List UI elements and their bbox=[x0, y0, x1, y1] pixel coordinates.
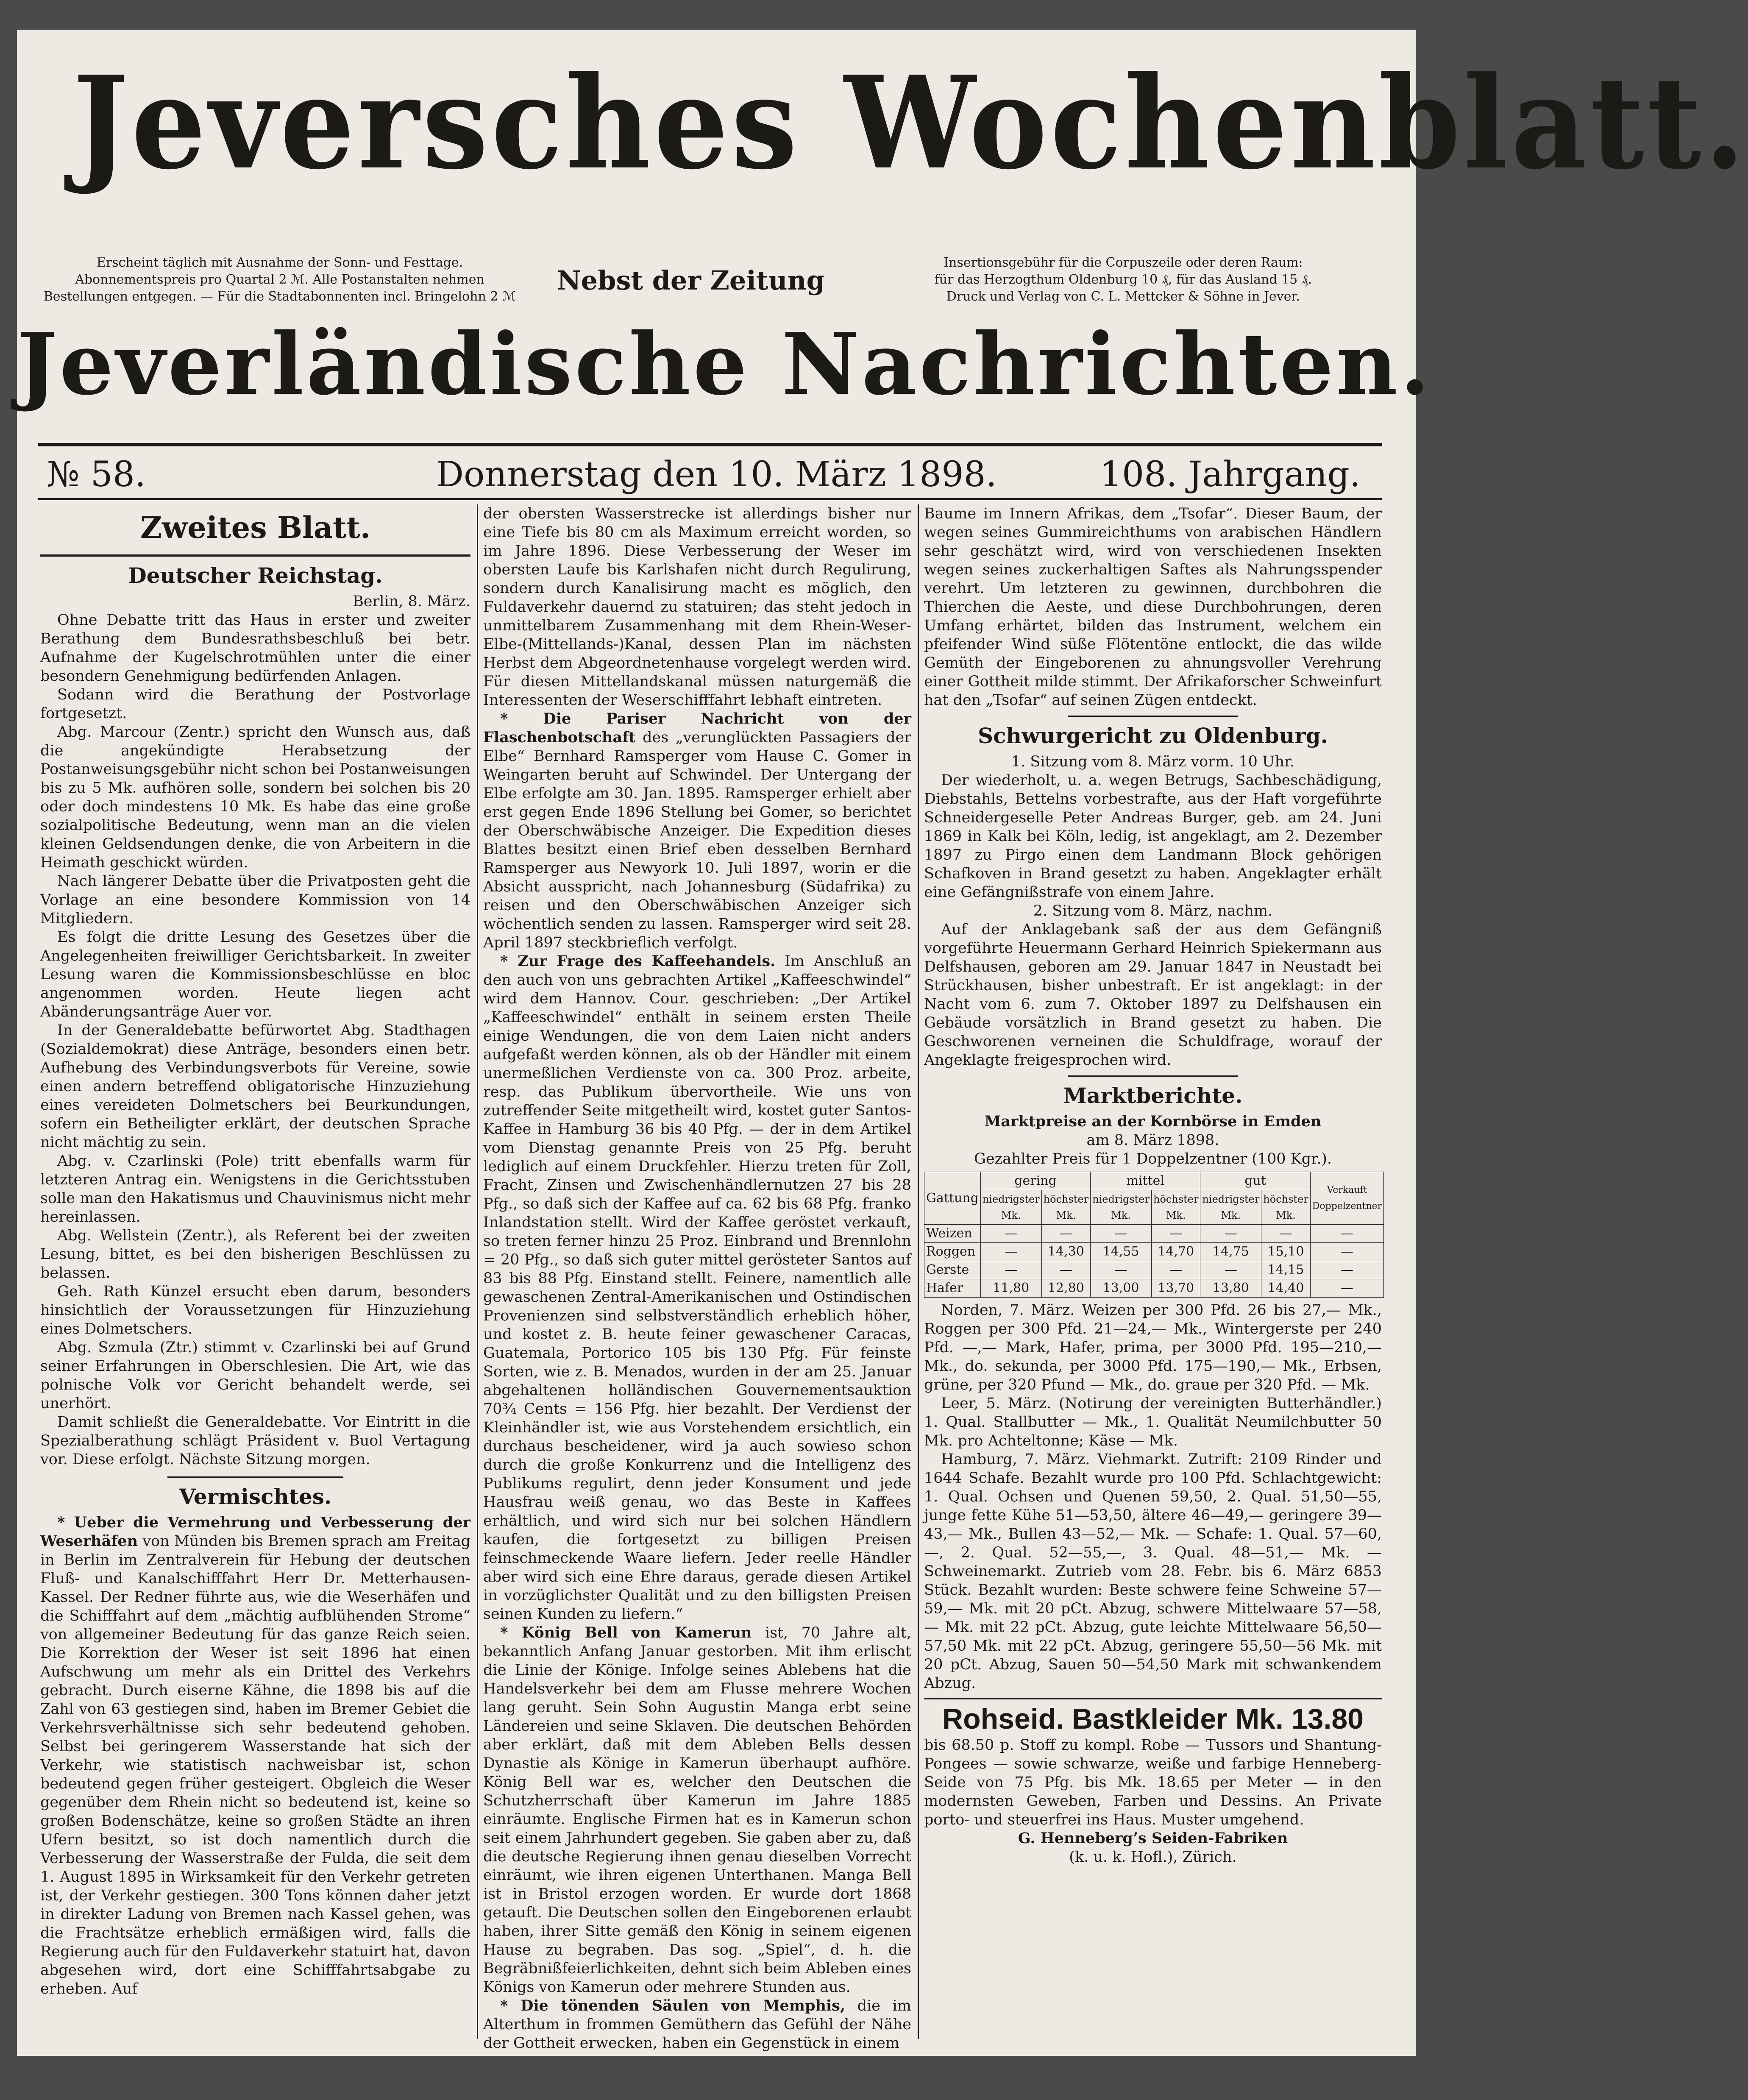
right-info-line: für das Herzogthum Oldenburg 10 ₰, für das Ausland 15 ₰. bbox=[934, 272, 1312, 287]
article-paragraph: Hamburg, 7. März. Viehmarkt. Zutrift: 2109 Rinder und 1644 Schafe. Bezahlt wurde pro 100 Pfd. Schlachtgewicht: 1. Qual. Ochsen und Quenen 59,50, 2. Qual. 51,50—55, junge fette Kühe 51—53,50, ältere 46—49,— geringere 39—43,— Mk., Bullen 43—52,— Mk. — Schafe: 1. Qual. 57—60,—, 2. Qual. 52—55,—, 3. Qual. 48—51,— Mk. — Schweinemarkt. Zutrieb vom 28. Febr. bis 6. März 6853 Stück. Bezahlt wurden: Beste schwere feine Schweine 57—59,— Mk. mit 20 pCt. Abzug, schwere Mittelwaare 57—58,— Mk. mit 22 pCt. Abzug, gute leichte Mittelwaare 56,50—57,50 Mk. mit 22 pCt. Abzug, geringere 55,50—56 Mk. mit 20 pCt. Abzug, Sauen 50—54,50 Mark mit schwankendem Abzug. bbox=[924, 1451, 1382, 1692]
table-cell: 15,10 bbox=[1261, 1243, 1310, 1261]
article-paragraph: Abg. Marcour (Zentr.) spricht den Wunsch aus, daß die angekündigte Herabsetzung der Postanweisungsgebühr nicht schon bei Postanweisungen bis zu 5 Mk. aufhören solle, sondern bei solchen bis 20 oder doch mindestens 10 Mk. Es habe das eine große sozialpolitische Bedeutung, wenn man an die vielen kleinen Geldsendungen denke, die von Arbeitern in die Heimath geschickt würden. bbox=[40, 724, 470, 871]
market-date: am 8. März 1898. bbox=[1086, 1132, 1219, 1149]
article-body: ist, 70 Jahre alt, bekanntlich Anfang Januar gestorben. Mit ihm erlischt die Linie der Könige. Infolge seines Ablebens hat die Handelsverkehr bei dem am Flusse mehrere Wochen lang geruht. Sein Sohn Augustin Manga erbt seine Ländereien und seine Sklaven. Die deutschen Behörden aber erklärt, daß mit dem Ableben Bells dessen Dynastie als Könige in Kamerun überhaupt aufhöre. König Bell war es, welcher den Deutschen die Schutzherrschaft über Kamerun im Jahre 1885 einräumte. Englische Firmen hat es in Kamerun schon seit einem Jahrhundert gegeben. Sie gaben aber zu, daß die deutsche Regierung ihnen genau dieselben Vorrecht einräumt, wie ihren eigenen Unterthanen. Manga Bell ist in Bristol erzogen worden. Er wurde dort 1868 getauft. Die Deutschen sollen den Eingeborenen erlaubt haben, ihrer Sitte gemäß den König in seinem eigenen Hause zu begraben. Das sog. „Spiel“, d. h. die Begräbnißfeierlichkeiten, dehnt sich beim Ableben eines Königs von Kamerun oder mehrere Stunden aus. bbox=[483, 1624, 911, 1996]
datebar-rule bbox=[38, 498, 1382, 500]
left-info-line: Erscheint täglich mit Ausnahme der Sonn- und Festtage. bbox=[96, 255, 463, 270]
table-cell: — bbox=[1200, 1225, 1261, 1243]
article-paragraph: Sodann wird die Berathung der Postvorlage fortgesetzt. bbox=[40, 686, 470, 722]
article-paragraph: Nach längerer Debatte über die Privatposten geht die Vorlage an eine besondere Kommission von 14 Mitgliedern. bbox=[40, 873, 470, 927]
article-paragraph: Damit schließt die Generaldebatte. Vor Eintritt in die Spezialberathung schlägt Präsident v. Buol Vertagung vor. Diese erfolgt. Nächste Sitzung morgen. bbox=[40, 1414, 470, 1468]
table-header-row bbox=[924, 1172, 1384, 1190]
masthead-rule bbox=[38, 443, 1382, 446]
article-lead: * Die tönenden Säulen von Memphis, bbox=[500, 1997, 846, 2014]
table-cell: 14,75 bbox=[1200, 1243, 1261, 1261]
table-cell: — bbox=[1310, 1225, 1383, 1243]
article-body: die im Alterthum in frommen Gemüthern das Gefühl der Nähe der Gottheit erwecken, haben ein Gegenstück in einem bbox=[483, 1997, 911, 2052]
table-subheader: niedrigster Mk. bbox=[1091, 1190, 1152, 1225]
column-2 bbox=[483, 504, 911, 2052]
table-cell: — bbox=[980, 1261, 1041, 1279]
masthead-left-info bbox=[42, 254, 517, 305]
table-cell: — bbox=[1091, 1261, 1152, 1279]
advertisement bbox=[924, 1698, 1382, 1866]
article-paragraph: Baume im Innern Afrikas, dem „Tsofar“. Dieser Baum, der wegen seines Gummireichthums von arabischen Händlern sehr geschätzt wird, wird von verschiedenen Insekten wegen seines zuckerhaltigen Saftes als Nahrungsspender verehrt. Um letzteren zu gewinnen, durchbohren die Thierchen die Aeste, und diese Durchbohrungen, deren Umfang erhärtet, bilden das Instrument, welchem ein pfeifender Wind süße Flötentöne entlockt, die das wilde Gemüth der Eingeborenen zu ahnungsvoller Verehrung einer Gottheit milde stimmt. Der Afrikaforscher Schweinfurt hat den „Tsofar“ auf seinen Zügen entdeckt. bbox=[924, 505, 1382, 709]
article-lead: * Zur Frage des Kaffeehandels. bbox=[500, 953, 776, 970]
article-lead: * Die Pariser Nachricht von der Flaschenbotschaft bbox=[483, 710, 911, 746]
article-paragraph bbox=[483, 952, 911, 1624]
article-body: von Münden bis Bremen sprach am Freitag in Berlin im Zentralverein für Hebung der deutschen Fluß- und Kanalschifffahrt Herr Dr. Metterhausen-Kassel. Der Redner führte aus, wie die Weserhäfen und die Schifffahrt auf dem „mächtig aufblühenden Strome“ von allgemeiner Bedeutung für das ganze Reich seien. Die Korrektion der Weser ist seit 1896 hat einen Aufschwung um mehr als ein Drittel des Verkehrs gebracht. Durch eiserne Kähne, die 1898 bis auf die Zahl von 63 gestiegen sind, haben im Bremer Gebiet die Verkehrsverhältnisse sich sehr bedeutend gehoben. Selbst bei geringerem Wasserstande hat sich der Verkehr, wie statistisch nachweisbar ist, schon bedeutend gegen früher gesteigert. Obgleich die Weser gegenüber dem Rhein nicht so bedeutend ist, keine so großen Bodenschätze, keine so großen Städte an ihren Ufern besitzt, so ist doch namentlich durch die Verbesserung der Wasserstraße der Fulda, die seit dem 1. August 1895 in Wirksamkeit für den Verkehr getreten ist, der Verkehr gestiegen. 300 Tons können daher jetzt in direkter Ladung von Bremen nach Kassel gehen, was die Frachtsätze erheblich ermäßigen wird, falls die Regierung auch für den Fuldaverkehr statuirt hat, davon abgesehen wird, dort eine Schifffahrtsabgabe zu erheben. Auf bbox=[40, 1533, 470, 1997]
ad-signature: G. Henneberg’s Seiden-Fabriken bbox=[1018, 1830, 1288, 1847]
table-cell: Roggen bbox=[924, 1243, 981, 1261]
short-rule bbox=[167, 1476, 343, 1478]
table-header: Verkauft Doppelzentner bbox=[1310, 1172, 1383, 1225]
table-header: gut bbox=[1200, 1172, 1310, 1190]
article-paragraph: Auf der Anklagebank saß der aus dem Gefängniß vorgeführte Heuermann Gerhard Heinrich Spiekermann aus Delfshausen, geboren am 29. Januar 1847 in Neustadt bei Strückhausen, bisher unbestraft. Er ist angeklagt: in der Nacht vom 6. zum 7. Oktober 1897 zu Delfshausen ein Gebäude vorsätzlich in Brand gesetzt zu haben. Die Geschworenen verneinen die Schuldfrage, worauf der Angeklagte freigesprochen wird. bbox=[924, 921, 1382, 1069]
table-cell: 13,80 bbox=[1200, 1279, 1261, 1298]
schwurgericht-heading: Schwurgericht zu Oldenburg. bbox=[978, 723, 1328, 748]
table-header: Gattung bbox=[924, 1172, 981, 1225]
article-lead: * Ueber die Vermehrung und Verbesserung der Weserhäfen bbox=[40, 1514, 470, 1550]
table-row bbox=[924, 1225, 1384, 1243]
article-paragraph: Abg. Szmula (Ztr.) stimmt v. Czarlinski bei auf Grund seiner Erfahrungen in Oberschlesien. Die Art, wie das polnische Volk vor Gericht behandelt werde, sei unerhört. bbox=[40, 1339, 470, 1412]
table-cell: 14,30 bbox=[1041, 1243, 1090, 1261]
table-cell: — bbox=[1200, 1261, 1261, 1279]
table-subheader: niedrigster Mk. bbox=[980, 1190, 1041, 1225]
marktberichte-heading: Marktberichte. bbox=[1063, 1083, 1243, 1108]
article-paragraph: der obersten Wasserstrecke ist allerdings bisher nur eine Tiefe bis 80 cm als Maximum erreicht worden, so im Jahre 1896. Diese Verbesserung der Weser im obersten Laufe bis Karlshafen nicht durch Regulirung, sondern durch Kanalisirung macht es möglich, den Fuldaverkehr dauernd zu statuiren; das steht jedoch in unmittelbarem Zusammenhang mit dem Rhein-Weser-Elbe-(Mittellands-)Kanal, dessen Plan im nächsten Herbst dem Abgeordnetenhause vorgelegt werden wird. Für diesen Mittellandskanal müssen naturgemäß die Interessenten der Weserschifffahrt lebhaft eintreten. bbox=[483, 505, 911, 709]
table-subheader: höchster Mk. bbox=[1261, 1190, 1310, 1225]
table-row bbox=[924, 1261, 1384, 1279]
ad-text: bis 68.50 p. Stoff zu kompl. Robe — Tussors und Shantung-Pongees — sowie schwarze, weiße und farbige Henneberg-Seide von 75 Pfg. bis Mk. 18.65 per Meter — in den modernsten Geweben, Farben und Dessins. An Private porto- und steuerfrei ins Haus. Muster umgehend. bbox=[924, 1737, 1382, 1828]
session-line: 2. Sitzung vom 8. März, nachm. bbox=[1033, 902, 1273, 919]
article-body: des „verunglückten Passagiers der Elbe“ Bernhard Ramsperger vom Hause C. Gomer in Weingarten beruht auf Schwindel. Der Untergang der Elbe erfolgte am 30. Jan. 1895. Ramsperger erhielt aber erst gegen Ende 1896 Stellung bei Gomer, so berichtet der Oberschwäbische Anzeiger. Die Expedition dieses Blattes besitzt einen Brief eben desselben Bernhard Ramsperger aus Newyork 10. Juli 1897, worin er die Absicht ausspricht, nach Johannesburg (Südafrika) zu reisen und den Oberschwäbischen Anzeiger sich wöchentlich senden zu lassen. Ramsperger wird seit 28. April 1897 steckbrieflich verfolgt. bbox=[483, 729, 911, 951]
table-cell: 11,80 bbox=[980, 1279, 1041, 1298]
dateline: Berlin, 8. März. bbox=[353, 593, 470, 610]
table-row bbox=[924, 1243, 1384, 1261]
market-price-table bbox=[924, 1172, 1384, 1298]
column-3 bbox=[924, 504, 1382, 2039]
article-paragraph: Norden, 7. März. Weizen per 300 Pfd. 26 bis 27,— Mk., Roggen per 300 Pfd. 21—24,— Mk., Wintergerste per 240 Pfd. —,— Mark, Hafer, prima, per 3000 Pfd. 195—210,— Mk., do. sekunda, per 3000 Pfd. 175—190,— Mk., Erbsen, grüne, per 320 Pfund — Mk., do. graue per 320 Pfd. — Mk. bbox=[924, 1302, 1382, 1393]
session-line: 1. Sitzung vom 8. März vorm. 10 Uhr. bbox=[1011, 753, 1295, 770]
market-subheading: Marktpreise an der Kornbörse in Emden bbox=[984, 1113, 1322, 1130]
article-paragraph bbox=[483, 1997, 911, 2053]
table-cell: — bbox=[1310, 1279, 1383, 1298]
article-paragraph bbox=[483, 710, 911, 952]
table-cell: — bbox=[1310, 1261, 1383, 1279]
table-cell: Hafer bbox=[924, 1279, 981, 1298]
column-divider bbox=[918, 504, 919, 2039]
table-cell: 13,00 bbox=[1091, 1279, 1152, 1298]
market-note: Gezahlter Preis für 1 Doppelzentner (100 Kgr.). bbox=[974, 1150, 1332, 1167]
left-info-line: Abonnementspreis pro Quartal 2 ℳ. Alle Postanstalten nehmen bbox=[75, 272, 484, 287]
vermischtes-heading: Vermischtes. bbox=[179, 1484, 332, 1509]
article-paragraph: Geh. Rath Künzel ersucht eben darum, besonders hinsichtlich der Voraussetzungen für Hinzuziehung eines Dolmetschers. bbox=[40, 1283, 470, 1337]
table-cell: 14,70 bbox=[1151, 1243, 1200, 1261]
article-paragraph: Es folgt die dritte Lesung des Gesetzes über die Angelegenheiten freiwilliger Gerichtsbarkeit. In zweiter Lesung waren die Kommissionsbeschlüsse en bloc angenommen worden. Heute liegen acht Abänderungsanträge Auer vor. bbox=[40, 929, 470, 1020]
article-lead: * König Bell von Kamerun bbox=[500, 1624, 752, 1641]
zweites-blatt-heading: Zweites Blatt. bbox=[140, 510, 371, 545]
volume-number: 108. Jahrgang. bbox=[1099, 454, 1361, 495]
table-cell: — bbox=[1261, 1225, 1310, 1243]
table-cell: 14,15 bbox=[1261, 1261, 1310, 1279]
article-paragraph: Abg. v. Czarlinski (Pole) tritt ebenfalls warm für letzteren Antrag ein. Wenigstens in die Gerichtsstuben solle man den Hakatismus und Chauvinismus nicht mehr hereinlassen. bbox=[40, 1153, 470, 1225]
masthead-right-info bbox=[860, 254, 1386, 305]
ad-title: Rohseid. Bastkleider Mk. 13.80 bbox=[942, 1703, 1364, 1735]
article-paragraph: Leer, 5. März. (Notirung der vereinigten Butterhändler.) 1. Qual. Stallbutter — Mk., 1. Qualität Neumilchbutter 50 Mk. pro Achteltonne; Käse — Mk. bbox=[924, 1395, 1382, 1449]
article-body: Im Anschluß an den auch von uns gebrachten Artikel „Kaffeeschwindel“ wird dem Hannov. Cour. geschrieben: „Der Artikel „Kaffeeschwindel“ enthält in seinem ersten Theile einige Wendungen, die von dem Laien nicht anders aufgefaßt werden können, als ob der Händler mit einem unermeßlichen Verdienste von ca. 300 Proz. arbeite, resp. das Publikum übervortheile. Wie uns von zutreffender Seite mitgetheilt wird, kostet guter Santos-Kaffee in Hamburg 36 bis 40 Pfg. — der in dem Artikel vom Dienstag genannte Preis von 25 Pfg. beruht lediglich auf einem Druckfehler. Hierzu treten für Zoll, Fracht, Zinsen und Zwischenhändlernutzen 27 bis 28 Pfg., so daß sich der Kaffee auf ca. 62 bis 68 Pfg. franko Inlandstation stellt. Wird der Kaffee geröstet verkauft, so treten ferner hinzu 25 Proz. Einbrand und Brennlohn = 20 Pfg., so daß sich guter mittel gerösteter Santos auf 83 bis 88 Pfg. Einstand stellt. Feinere, namentlich alle gewaschenen Zentral-Amerikanischen und Ostindischen Provenienzen sind selbstverständlich erheblich höher, und kostet z. B. heute feiner gewaschener Caracas, Guatemala, Portorico 105 bis 130 Pfg. Für feinste Sorten, wie z. B. Menados, wurden in der am 25. Januar abgehaltenen holländischen Gouvernementsauktion 70¾ Cents = 156 Pfg. hier bezahlt. Der Verdienst der Kleinhändler ist, wie aus Vorstehendem ersichtlich, ein durchaus bescheidener, wird ja auch sowieso schon durch die große Konkurrenz und die Intelligenz des Publikums regulirt, denn jeder Konsument und jede Hausfrau weiß genau, wo das Beste in Kaffees erhältlich, und wird sich nur bei solchen Händlern kaufen, die fortgesetzt zu billigen Preisen feinschmeckende Waare liefern. Jeder reelle Händler aber wird sich eine Ehre daraus, gerade diesen Artikel in vorzüglichster Qualität und zu den billigsten Preisen seinen Kunden zu liefern.“ bbox=[483, 953, 911, 1623]
table-row bbox=[924, 1279, 1384, 1298]
column-1 bbox=[40, 504, 470, 2039]
short-rule bbox=[1068, 716, 1238, 717]
left-info-line: Bestellungen entgegen. — Für die Stadtabonnenten incl. Bringelohn 2 ℳ bbox=[43, 289, 516, 304]
right-info-line: Druck und Verlag von C. L. Mettcker & Söhne in Jever. bbox=[946, 289, 1300, 304]
table-header: mittel bbox=[1091, 1172, 1200, 1190]
table-cell: 14,55 bbox=[1091, 1243, 1152, 1261]
table-cell: 12,80 bbox=[1041, 1279, 1090, 1298]
masthead-center-info: Nebst der Zeitung bbox=[557, 265, 825, 296]
ad-signature: (k. u. k. Hofl.), Zürich. bbox=[1069, 1849, 1237, 1866]
table-subheader: höchster Mk. bbox=[1151, 1190, 1200, 1225]
article-paragraph: In der Generaldebatte befürwortet Abg. Stadthagen (Sozialdemokrat) diese Anträge, besonders einen betr. Aufhebung des Verbindungsverbots für Vereine, sowie einen andern betreffend obligatorische Hinzuziehung eines vereideten Dolmetschers bei Beurkundungen, sofern ein Betheiligter erklärt, der deutschen Sprache nicht mächtig zu sein. bbox=[40, 1022, 470, 1151]
masthead-subtitle: Jeverländische Nachrichten. bbox=[17, 315, 1432, 414]
right-info-line: Insertionsgebühr für die Corpuszeile oder deren Raum: bbox=[944, 255, 1303, 270]
table-cell: 13,70 bbox=[1151, 1279, 1200, 1298]
table-subheader: niedrigster Mk. bbox=[1200, 1190, 1261, 1225]
issue-number: № 58. bbox=[47, 454, 146, 495]
table-cell: Gerste bbox=[924, 1261, 981, 1279]
section-rule bbox=[40, 554, 470, 557]
column-divider bbox=[477, 504, 478, 2039]
table-cell: Weizen bbox=[924, 1225, 981, 1243]
table-cell: — bbox=[1151, 1261, 1200, 1279]
table-cell: — bbox=[1151, 1225, 1200, 1243]
table-cell: 14,40 bbox=[1261, 1279, 1310, 1298]
masthead-title: Jeversches Wochenblatt. bbox=[73, 48, 1748, 198]
short-rule bbox=[1068, 1075, 1238, 1077]
table-cell: — bbox=[980, 1243, 1041, 1261]
article-paragraph: Der wiederholt, u. a. wegen Betrugs, Sachbeschädigung, Diebstahls, Bettelns vorbestrafte, aus der Haft vorgeführte Schneidergeselle Peter Andreas Burger, geb. am 24. Juni 1869 in Kalk bei Köln, ledig, ist angeklagt, am 2. Dezember 1897 zu Pirgo einen dem Landmann Block gehörigen Schafkoven in Brand gesetzt zu haben. Angeklagter erhält eine Gefängnißstrafe von einem Jahre. bbox=[924, 772, 1382, 901]
reichstag-heading: Deutscher Reichstag. bbox=[128, 563, 383, 588]
table-cell: — bbox=[980, 1225, 1041, 1243]
article-paragraph bbox=[483, 1624, 911, 1997]
table-cell: — bbox=[1041, 1261, 1090, 1279]
table-subheader: höchster Mk. bbox=[1041, 1190, 1090, 1225]
table-header: gering bbox=[980, 1172, 1090, 1190]
article-paragraph bbox=[40, 1513, 470, 1998]
article-paragraph: Abg. Wellstein (Zentr.), als Referent bei der zweiten Lesung, bittet, es bei den bisherigen Beschlüssen zu belassen. bbox=[40, 1227, 470, 1281]
table-cell: — bbox=[1091, 1225, 1152, 1243]
issue-date: Donnerstag den 10. März 1898. bbox=[436, 454, 997, 495]
table-cell: — bbox=[1310, 1243, 1383, 1261]
newspaper-page bbox=[17, 30, 1748, 2056]
article-paragraph: Ohne Debatte tritt das Haus in erster und zweiter Berathung dem Bundesrathsbeschluß bei betr. Aufnahme der Kugelschrotmühlen unter die einer besondern Genehmigung bedürfenden Anlagen. bbox=[40, 612, 470, 685]
table-cell: — bbox=[1041, 1225, 1090, 1243]
